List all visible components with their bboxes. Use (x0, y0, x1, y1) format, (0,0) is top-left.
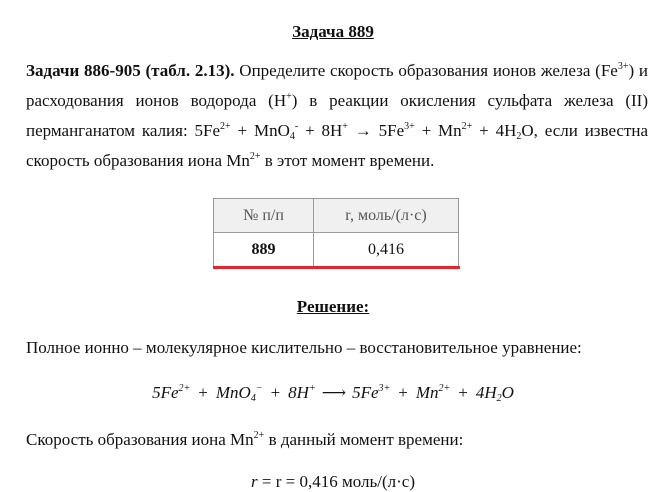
problem-lead: Задачи 886-905 (табл. 2.13). (26, 61, 235, 80)
table-header-rate: r, моль/(л·с) (314, 199, 459, 233)
table-highlight-underline (213, 266, 460, 269)
table-row (214, 233, 459, 267)
problem-statement: Задачи 886-905 (табл. 2.13). Определите скорость образования ионов железа $(Fe^{3+})$ и расходования ионов водорода (H+) в реакции окисления сульфата железа (II) перманганатом калия: $5Fe^{2+} + MnO_4^- + 8H^+ \to 5Fe^{3+} + Mn^{2+} + 4H_2O$, если известна скорость образования иона $Mn^{2+}$ в этот момент времени. (26, 61, 649, 170)
data-table (213, 198, 459, 267)
table-cell-number: 889 (214, 233, 314, 267)
problem-title: Задача 889 (292, 22, 374, 41)
table-header-row (214, 199, 459, 233)
ionic-equation: $5Fe^{2+} + MnO_4^- + 8H^+$ ⟶ $5Fe^{3+} + Mn^{2+} + 4H_2O$ (152, 383, 514, 404)
reaction-arrow-icon: ⟶ (321, 383, 347, 402)
rate-equation: r = r = 0,416 моль/(л·с) (251, 472, 415, 491)
table-cell-rate: 0,416 (314, 233, 459, 267)
solution-title: Решение: (296, 297, 370, 316)
rate-intro-text: Скорость образования иона $Mn^{2+}$ в данный момент времени: (26, 430, 464, 449)
table-header-number: № п/п (214, 199, 314, 233)
equation-intro-text: Полное ионно – молекулярное кислительно – восстановительное уравнение: (26, 338, 582, 357)
